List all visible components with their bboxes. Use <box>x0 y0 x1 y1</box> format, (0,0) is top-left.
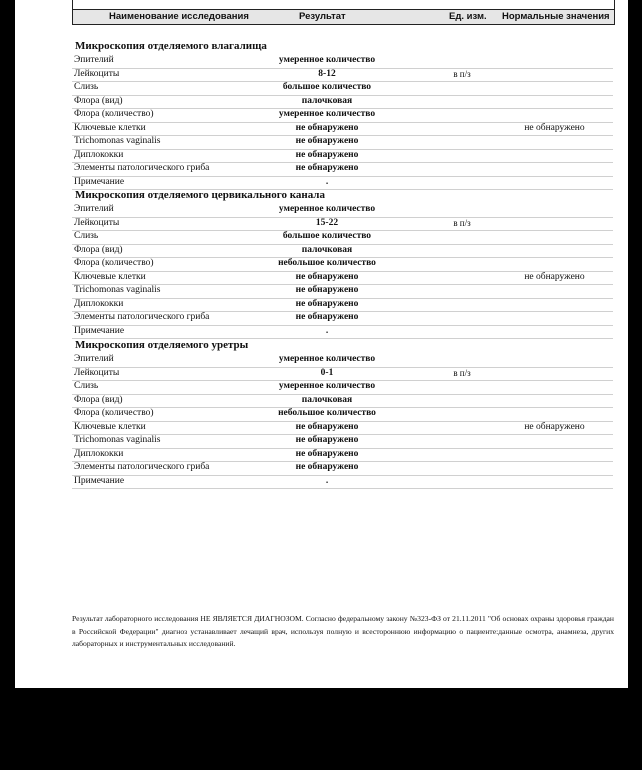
table-row <box>72 434 613 449</box>
cell-name: Флора (количество) <box>74 408 154 419</box>
cell-result: не обнаружено <box>295 122 359 133</box>
table-row <box>72 203 613 218</box>
cell-result: . <box>325 475 329 486</box>
table-row <box>72 257 613 272</box>
cell-name: Флора (вид) <box>74 244 123 255</box>
cell-unit: в п/з <box>453 68 471 79</box>
cell-result: умеренное количество <box>278 55 376 65</box>
cell-result: не обнаружено <box>295 271 359 282</box>
cell-result: палочковая <box>301 244 353 255</box>
cell-result: не обнаружено <box>295 448 359 459</box>
table-row <box>72 162 613 177</box>
header-result: Результат <box>299 11 346 22</box>
cell-name: Элементы патологического гриба <box>74 462 210 473</box>
header-name: Наименование исследования <box>109 11 249 22</box>
cell-name: Диплококки <box>74 149 124 160</box>
cell-name: Диплококки <box>74 448 124 459</box>
table-row <box>72 421 613 436</box>
cell-name: Ключевые клетки <box>74 421 146 432</box>
table-row <box>72 448 613 463</box>
cell-result: не обнаружено <box>295 163 359 174</box>
cell-name: Эпителий <box>74 354 114 364</box>
table-row <box>72 244 613 259</box>
table-row <box>72 325 613 340</box>
cell-result: умеренное количество <box>278 204 376 214</box>
cell-result: 15-22 <box>315 217 339 228</box>
table-row <box>72 284 613 299</box>
table-top-frame <box>72 0 615 9</box>
cell-result: большое количество <box>282 82 372 93</box>
cell-result: не обнаружено <box>295 312 359 323</box>
cell-norm: не обнаружено <box>524 271 585 282</box>
table-row <box>72 81 613 96</box>
cell-result: умеренное количество <box>278 381 376 392</box>
table-row <box>72 380 613 395</box>
cell-name: Элементы патологического гриба <box>74 312 210 323</box>
disclaimer: Результат лабораторного исследования НЕ ЯВЛЯЕТСЯ ДИАГНОЗОМ. Согласно федеральному закону №323-ФЗ от 21.11.2011 "Об основах охраны здоровья граждан в Российской Федерации" диагноз устанавливает лечащий врач, используя полную и всестороннюю информацию о пациенте:данные осмотра, анамнеза, других лабораторных и инструментальных исследований. <box>72 614 614 648</box>
cell-result: не обнаружено <box>295 435 359 446</box>
cell-result: 0-1 <box>320 367 334 378</box>
cell-result: не обнаружено <box>295 462 359 473</box>
table-row <box>72 461 613 476</box>
cell-name: Примечание <box>74 176 125 187</box>
cell-result: большое количество <box>282 231 372 242</box>
table-row <box>72 353 613 368</box>
cell-result: . <box>325 176 329 187</box>
cell-name: Диплококки <box>74 298 124 309</box>
cell-result: не обнаружено <box>295 136 359 147</box>
cell-unit: в п/з <box>453 367 471 378</box>
cell-result: небольшое количество <box>278 408 376 419</box>
table-row <box>72 122 613 137</box>
table-row <box>72 95 613 110</box>
table-row <box>72 108 613 123</box>
table-header <box>72 9 615 25</box>
cell-norm: не обнаружено <box>524 421 585 432</box>
table-row <box>72 149 613 164</box>
cell-result: умеренное количество <box>278 109 376 120</box>
cell-name: Ключевые клетки <box>74 271 146 282</box>
cell-name: Эпителий <box>74 204 114 214</box>
header-norm: Нормальные значения <box>502 11 610 22</box>
cell-name: Элементы патологического гриба <box>74 163 210 174</box>
cell-result: умеренное количество <box>278 354 376 364</box>
table-row <box>72 135 613 150</box>
section-title: Микроскопия отделяемого уретры <box>75 339 249 351</box>
section-title: Микроскопия отделяемого цервикального канала <box>75 189 325 201</box>
cell-name: Флора (вид) <box>74 394 123 405</box>
cell-name: Trichomonas vaginalis <box>74 136 161 147</box>
cell-norm: не обнаружено <box>524 122 585 133</box>
cell-name: Ключевые клетки <box>74 122 146 133</box>
cell-name: Лейкоциты <box>74 68 120 79</box>
cell-name: Trichomonas vaginalis <box>74 285 161 296</box>
cell-result: не обнаружено <box>295 149 359 160</box>
table-row <box>72 217 613 232</box>
cell-result: не обнаружено <box>295 285 359 296</box>
cell-result: не обнаружено <box>295 421 359 432</box>
cell-name: Лейкоциты <box>74 367 120 378</box>
table-row <box>72 230 613 245</box>
cell-result: 8-12 <box>318 68 336 79</box>
cell-name: Слизь <box>74 82 99 93</box>
cell-name: Слизь <box>74 381 99 392</box>
cell-name: Эпителий <box>74 55 114 65</box>
cell-name: Trichomonas vaginalis <box>74 435 161 446</box>
cell-name: Лейкоциты <box>74 217 120 228</box>
cell-name: Примечание <box>74 325 125 336</box>
table-row <box>72 475 613 490</box>
cell-result: не обнаружено <box>295 298 359 309</box>
table-row <box>72 54 613 69</box>
table-row <box>72 394 613 409</box>
cell-unit: в п/з <box>453 217 471 228</box>
cell-name: Примечание <box>74 475 125 486</box>
table-row <box>72 407 613 422</box>
header-unit: Ед. изм. <box>449 11 487 22</box>
table-row <box>72 298 613 313</box>
cell-name: Флора (количество) <box>74 258 154 269</box>
cell-name: Флора (количество) <box>74 109 154 120</box>
cell-name: Флора (вид) <box>74 95 123 106</box>
cell-result: палочковая <box>301 394 353 405</box>
cell-result: . <box>325 325 329 336</box>
table-row <box>72 271 613 286</box>
section-title: Микроскопия отделяемого влагалища <box>75 40 267 52</box>
cell-name: Слизь <box>74 231 99 242</box>
table-row <box>72 68 613 83</box>
table-row <box>72 311 613 326</box>
cell-result: палочковая <box>301 95 353 106</box>
report-page <box>15 0 628 688</box>
table-row <box>72 367 613 382</box>
cell-result: небольшое количество <box>278 258 376 269</box>
